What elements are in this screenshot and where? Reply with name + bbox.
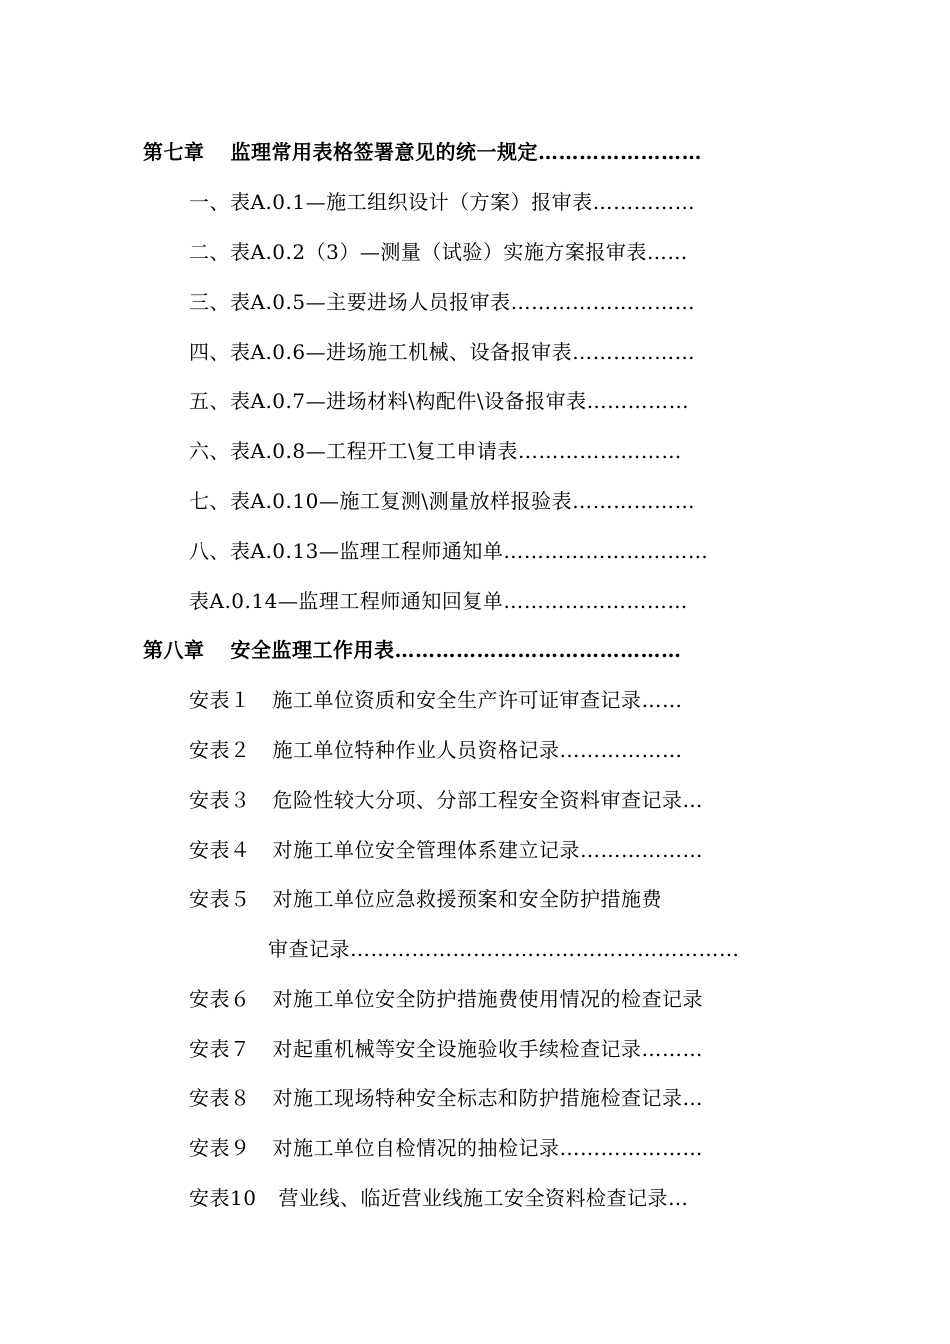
chapter-8-heading[interactable] <box>143 637 682 663</box>
safety-table-code: 安表１ <box>189 688 251 712</box>
toc-entry-safety-9[interactable] <box>189 1135 703 1161</box>
safety-table-code: 安表６ <box>189 987 251 1011</box>
toc-entry-safety-5-continuation[interactable]: 审查记录………………………………………………… <box>268 937 740 961</box>
safety-table-title: 对施工单位安全防护措施费使用情况的检查记录 <box>272 987 703 1011</box>
safety-table-title: 对施工现场特种安全标志和防护措施检查记录… <box>272 1086 703 1110</box>
safety-table-title: 对施工单位应急救援预案和安全防护措施费 <box>272 887 662 911</box>
toc-entry-safety-3[interactable] <box>189 787 703 813</box>
toc-entry-a013[interactable]: 八、表A.0.13—监理工程师通知单………………………… <box>189 539 709 563</box>
toc-entry-a06[interactable]: 四、表A.0.6—进场施工机械、设备报审表……………… <box>189 340 696 364</box>
safety-table-code: 安表７ <box>189 1037 251 1061</box>
toc-entry-safety-10[interactable] <box>189 1185 688 1211</box>
safety-table-title: 危险性较大分项、分部工程安全资料审查记录… <box>272 788 703 812</box>
toc-entry-safety-7[interactable] <box>189 1036 703 1062</box>
toc-entry-safety-5[interactable] <box>189 886 662 912</box>
safety-table-code: 安表８ <box>189 1086 251 1110</box>
toc-entry-safety-1[interactable] <box>189 687 683 713</box>
safety-table-title: 施工单位特种作业人员资格记录……………… <box>272 738 683 762</box>
safety-table-title: 营业线、临近营业线施工安全资料检查记录… <box>278 1186 689 1210</box>
chapter-7-number: 第七章 <box>143 140 205 164</box>
safety-table-code: 安表９ <box>189 1136 251 1160</box>
toc-entry-a01[interactable]: 一、表A.0.1—施工组织设计（方案）报审表…………… <box>189 190 696 214</box>
safety-table-title: 对施工单位安全管理体系建立记录……………… <box>272 838 703 862</box>
safety-table-code: 安表３ <box>189 788 251 812</box>
toc-entry-a08[interactable]: 六、表A.0.8—工程开工\复工申请表…………………… <box>189 439 682 463</box>
toc-entry-a014[interactable]: 表A.0.14—监理工程师通知回复单……………………… <box>189 589 688 613</box>
safety-table-title: 施工单位资质和安全生产许可证审查记录…… <box>272 688 683 712</box>
toc-entry-a010[interactable]: 七、表A.0.10—施工复测\测量放样报验表……………… <box>189 489 696 513</box>
toc-entry-safety-4[interactable] <box>189 837 703 863</box>
toc-entry-a02[interactable]: 二、表A.0.2（3）—测量（试验）实施方案报审表…… <box>189 240 688 264</box>
safety-table-code: 安表２ <box>189 738 251 762</box>
safety-table-code: 安表５ <box>189 887 251 911</box>
chapter-8-title: 安全监理工作用表…………………………………… <box>230 638 682 662</box>
toc-entry-a07[interactable]: 五、表A.0.7—进场材料\构配件\设备报审表…………… <box>189 389 690 413</box>
toc-entry-safety-6[interactable] <box>189 986 703 1012</box>
toc-entry-a05[interactable]: 三、表A.0.5—主要进场人员报审表……………………… <box>189 290 696 314</box>
chapter-7-heading[interactable] <box>143 139 702 165</box>
chapter-7-title: 监理常用表格签署意见的统一规定…………………… <box>230 140 702 164</box>
safety-table-title: 对施工单位自检情况的抽检记录………………… <box>272 1136 703 1160</box>
toc-entry-safety-2[interactable] <box>189 737 683 763</box>
safety-table-code: 安表４ <box>189 838 251 862</box>
safety-table-code: 安表10 <box>189 1186 257 1210</box>
toc-entry-safety-8[interactable] <box>189 1085 703 1111</box>
safety-table-title: 对起重机械等安全设施验收手续检查记录……… <box>272 1037 703 1061</box>
chapter-8-number: 第八章 <box>143 638 205 662</box>
